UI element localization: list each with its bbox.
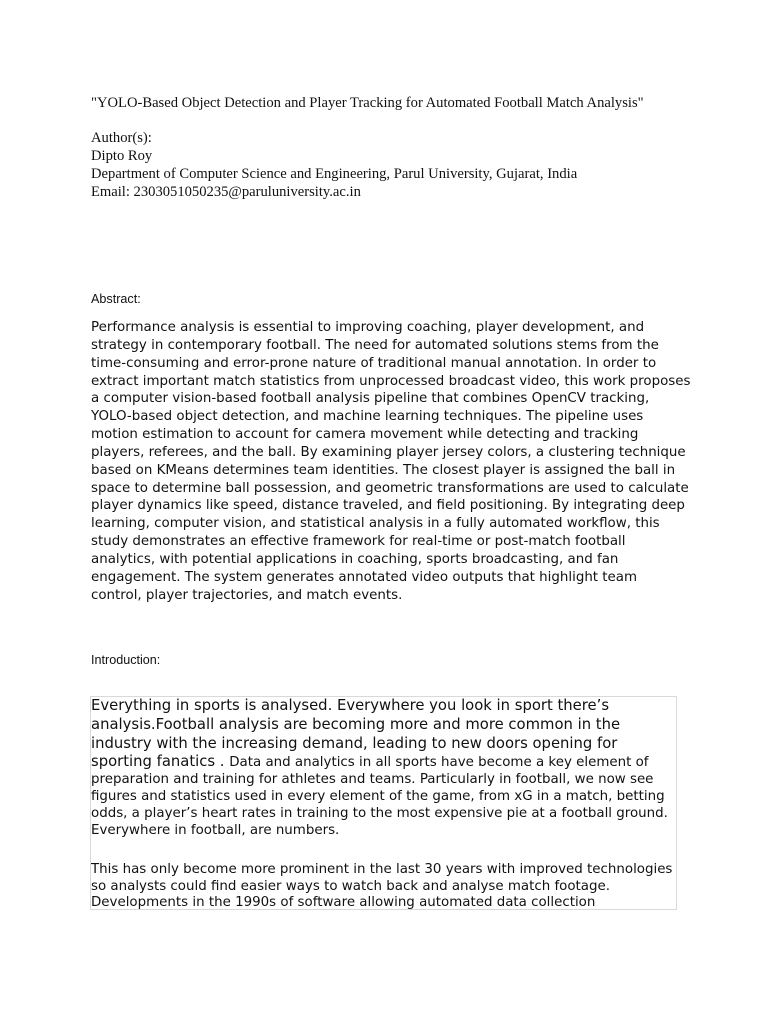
introduction-text-box xyxy=(90,696,677,910)
author-affiliation: Department of Computer Science and Engineering, Parul University, Gujarat, India xyxy=(91,166,578,182)
author-block xyxy=(91,129,751,201)
introduction-paragraph-2: This has only become more prominent in the last 30 years with improved technologies so analysts could find easier ways to watch back and analyse match footage. Developments in the 1990s of software allowing automated data collection xyxy=(91,862,673,910)
paper-title: "YOLO-Based Object Detection and Player Tracking for Automated Football Match Analysis" xyxy=(91,95,644,111)
introduction-body-text: Data and analytics in all sports have become a key element of preparation and training for athletes and teams. Particularly in football, we now see figures and statistics used in every element of the game, from xG in a match, betting odds, a player’s heart rates in training to the most expensive pie at a football ground. Everywhere in football, are numbers. xyxy=(91,755,668,838)
abstract-heading: Abstract: xyxy=(91,292,141,306)
author-email: Email: 2303051050235@paruluniversity.ac.in xyxy=(91,184,361,200)
abstract-body: Performance analysis is essential to improving coaching, player development, and strategy in contemporary football. The need for automated solutions stems from the time-consuming and error-prone nature of traditional manual annotation. In order to extract important match statistics from unprocessed broadcast video, this work proposes a computer vision-based football analysis pipeline that combines OpenCV tracking, YOLO-based object detection, and machine learning techniques. The pipeline uses motion estimation to account for camera movement while detecting and tracking players, referees, and the ball. By examining player jersey colors, a clustering technique based on KMeans determines team identities. The closest player is assigned the ball in space to determine ball possession, and geometric transformations are used to calculate player dynamics like speed, distance traveled, and field positioning. By integrating deep learning, computer vision, and statistical analysis in a fully automated workflow, this study demonstrates an effective framework for real-time or post-match football analytics, with potential applications in coaching, sports broadcasting, and fan engagement. The system generates annotated video outputs that highlight team control, player trajectories, and match events. xyxy=(91,320,691,603)
authors-label: Author(s): xyxy=(91,130,152,146)
introduction-heading: Introduction: xyxy=(91,653,161,667)
introduction-lead-text: Everything in sports is analysed. Everywhere you look in sport there’s analysis.Football analysis are becoming more and more common in the industry with the increasing demand, leading to new doors opening for sporting fanatics . xyxy=(91,697,621,771)
introduction-paragraph-1 xyxy=(91,697,676,839)
author-name: Dipto Roy xyxy=(91,148,153,164)
